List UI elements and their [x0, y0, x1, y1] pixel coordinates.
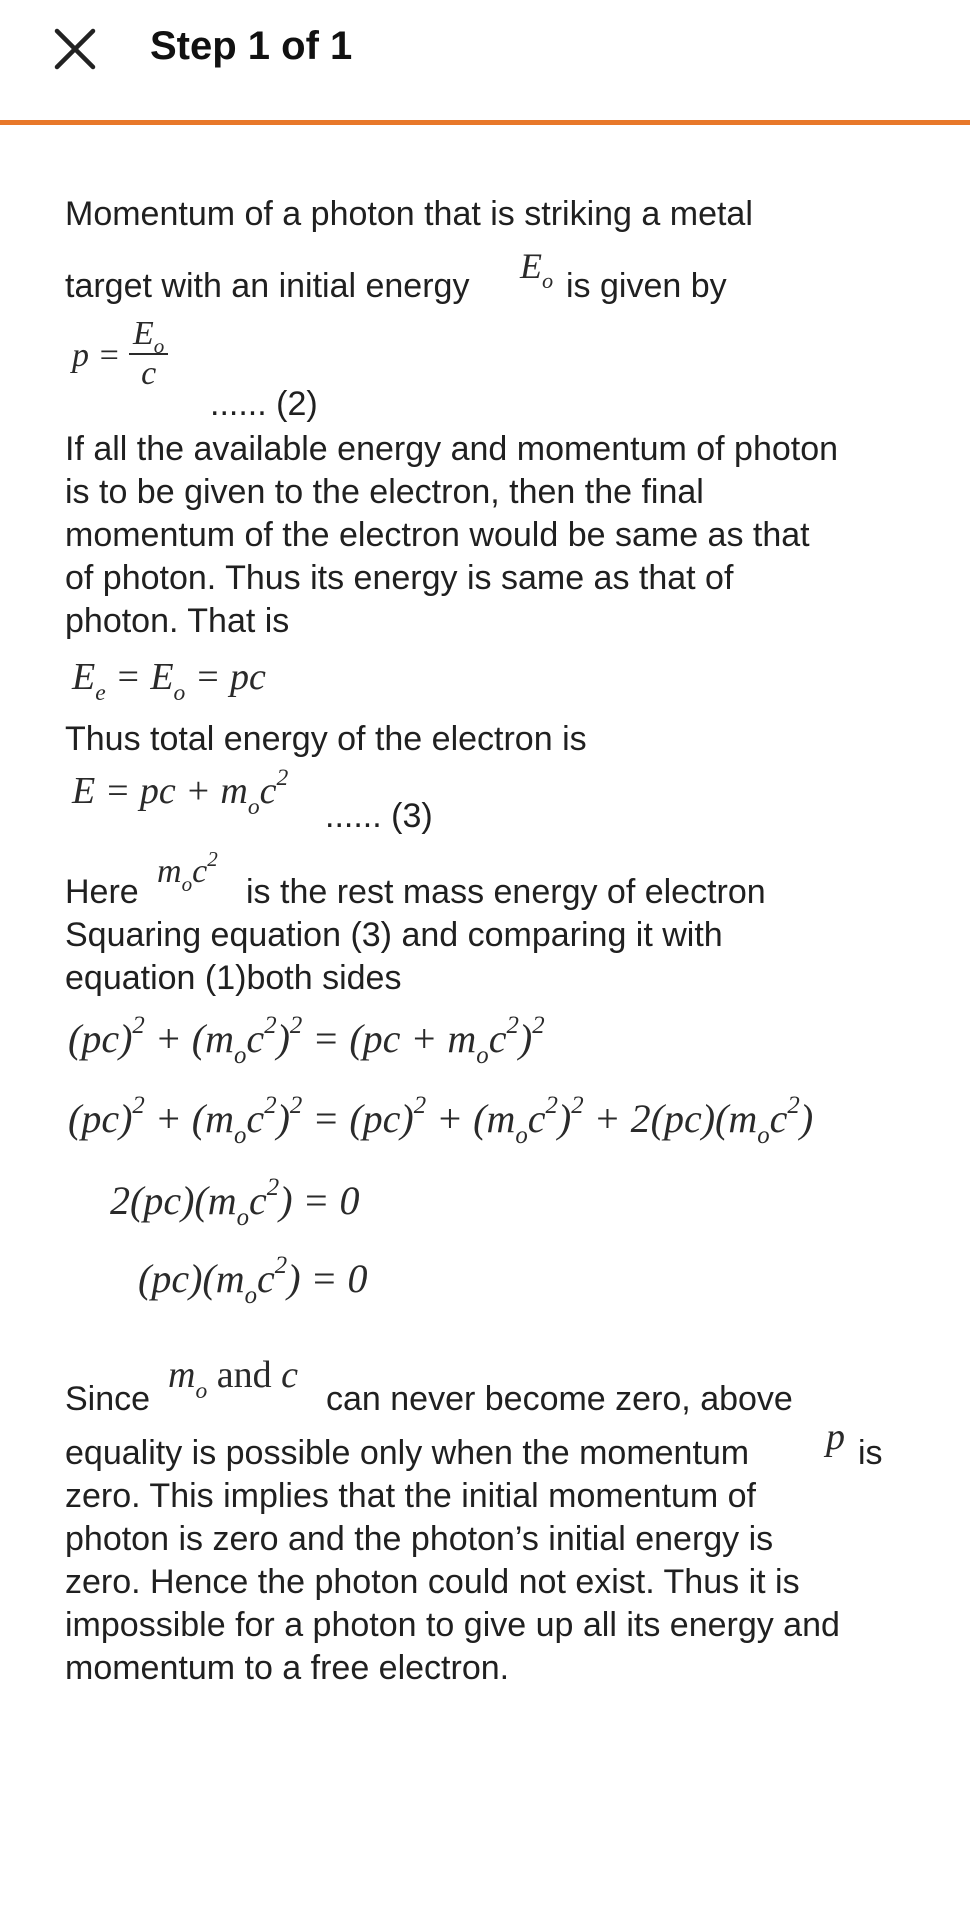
paragraph-text: is given by — [566, 267, 727, 305]
paragraph-line: photon is zero and the photon’s initial energy is — [65, 1520, 774, 1558]
top-bar — [0, 0, 970, 125]
equation-total-energy: E = pc + $m_oc^2$ — [72, 765, 289, 820]
paragraph-line: photon. That is — [65, 602, 290, 640]
paragraph-line: Momentum of a photon that is striking a metal — [65, 195, 753, 233]
paragraph-text: Here — [65, 873, 139, 911]
paragraph-line: impossible for a photon to give up all its energy and — [65, 1606, 840, 1644]
page-title: Step 1 of 1 — [150, 24, 353, 68]
paragraph-line: equation (1)both sides — [65, 959, 402, 997]
solution-content — [0, 125, 970, 1920]
paragraph-line: is to be given to the electron, then the final — [65, 473, 704, 511]
paragraph-line: of photon. Thus its energy is same as that of — [65, 559, 734, 597]
paragraph-text: is — [858, 1434, 883, 1472]
equation-squared-1: $(pc)^2 + (m_oc^2)^2 = (pc + m_oc^2)^2$ — [68, 1012, 545, 1070]
symbol-m0-and-c: $m_o$ and c — [168, 1354, 298, 1404]
paragraph-line — [65, 265, 469, 307]
equation-squared-2: $(pc)^2 + (m_oc^2)^2 = (pc)^2 + (m_oc^2)^2 + 2(pc)(m_oc^2)$ — [68, 1092, 814, 1150]
equation-energy-equality: $E_e = E_o$ = pc — [72, 656, 266, 706]
paragraph-line: momentum of the electron would be same as that — [65, 516, 810, 554]
paragraph-text: can never become zero, above — [326, 1380, 793, 1418]
close-button[interactable] — [52, 26, 98, 72]
equation-cross-term: $2(pc)(m_oc^2) = 0$ — [110, 1174, 360, 1232]
symbol-rest-mass-energy: $m_oc^2$ — [157, 847, 218, 897]
paragraph-line: Squaring equation (3) and comparing it with — [65, 916, 723, 954]
symbol-p: p — [826, 1416, 845, 1458]
equation-momentum: p = $\frac{E_o}{c}$ — [72, 315, 168, 393]
paragraph-text: target with an initial energy — [65, 267, 470, 305]
paragraph-line: Thus total energy of the electron is — [65, 720, 587, 758]
equation-product-zero: $(pc)(m_oc^2) = 0$ — [138, 1252, 368, 1310]
paragraph-text: equality is possible only when the momentum — [65, 1434, 750, 1472]
paragraph-text: is the rest mass energy of electron — [246, 873, 766, 911]
close-icon — [52, 26, 98, 72]
equation-label: ...... (3) — [325, 797, 433, 835]
paragraph-line: momentum to a free electron. — [65, 1649, 510, 1687]
paragraph-line: zero. Hence the photon could not exist. Thus it is — [65, 1563, 800, 1601]
paragraph-line: zero. This implies that the initial momentum of — [65, 1477, 756, 1515]
equation-label: ...... (2) — [210, 385, 318, 423]
paragraph-line: If all the available energy and momentum of photon — [65, 430, 839, 468]
paragraph-text: Since — [65, 1380, 151, 1418]
and-word: and — [216, 1354, 272, 1396]
symbol-E0: $E_o$ — [520, 246, 554, 294]
